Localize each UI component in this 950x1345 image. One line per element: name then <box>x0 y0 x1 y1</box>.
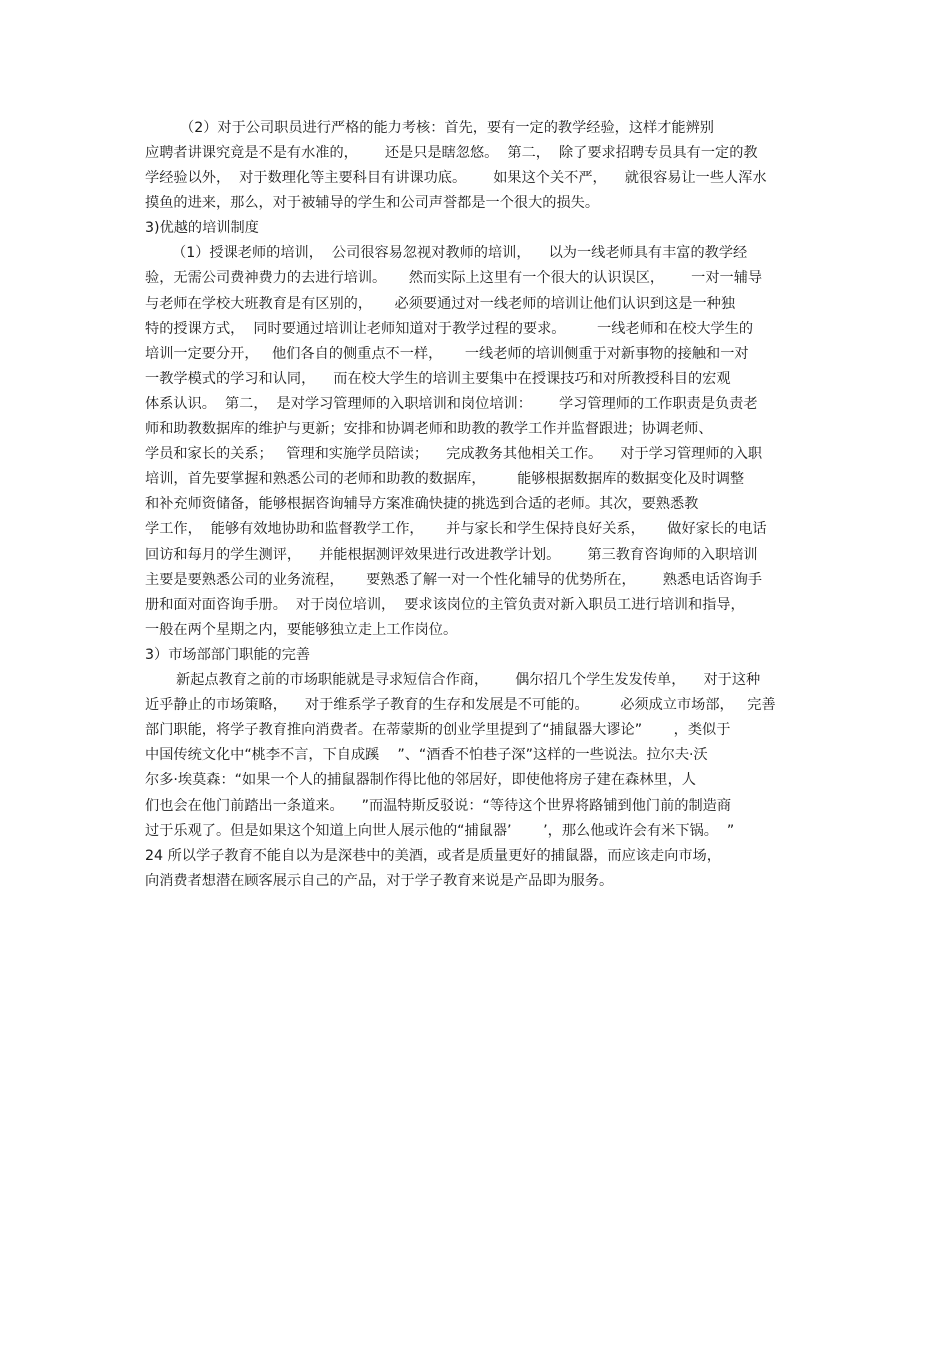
paragraph-line: 回访和每月的学生测评， 并能根据测评效果进行改进教学计划。 第三教育咨询师的入职培训 <box>145 547 758 563</box>
section-heading: 3)优越的培训制度 <box>145 220 259 236</box>
paragraph-line: 24 所以学子教育不能自以为是深巷中的美酒，或者是质量更好的捕鼠器，而应该走向市场， <box>145 848 721 864</box>
paragraph-line: 主要是要熟悉公司的业务流程， 要熟悉了解一对一个性化辅导的优势所在， 熟悉电话咨询手 <box>145 572 763 588</box>
paragraph-line: 学工作， 能够有效地协助和监督教学工作， 并与家长和学生保持良好关系， 做好家长的电话 <box>145 521 767 537</box>
paragraph-line: 尔多·埃莫森：“如果一个人的捕鼠器制作得比他的邻居好，即使他将房子建在森林里，人 <box>145 772 696 788</box>
paragraph-line: 近乎静止的市场策略， 对于维系学子教育的生存和发展是不可能的。 必须成立市场部， 完善 <box>145 697 776 713</box>
paragraph-line: 向消费者想潜在顾客展示自己的产品，对于学子教育来说是产品即为服务。 <box>145 873 614 889</box>
paragraph-line: （2）对于公司职员进行严格的能力考核：首先，要有一定的教学经验，这样才能辨别 <box>180 120 714 136</box>
paragraph-line: 册和面对面咨询手册。 对于岗位培训， 要求该岗位的主管负责对新入职员工进行培训和指导， <box>145 597 745 613</box>
paragraph-line: 培训，首先要掌握和熟悉公司的老师和助教的数据库， 能够根据数据库的数据变化及时调整 <box>145 471 745 487</box>
paragraph-line: 中国传统文化中“桃李不言，下自成蹊 ”、“酒香不怕巷子深”这样的一些说法。拉尔夫·沃 <box>145 747 708 763</box>
paragraph-line: 新起点教育之前的市场职能就是寻求短信合作商， 偶尔招几个学生发发传单， 对于这种 <box>176 672 761 688</box>
paragraph-line: 们也会在他门前踏出一条道来。 ”而温特斯反驳说：“等待这个世界将路铺到他门前的制造商 <box>145 798 732 814</box>
paragraph-line: （1）授课老师的培训， 公司很容易忽视对教师的培训， 以为一线老师具有丰富的教学经 <box>172 245 748 261</box>
paragraph-line: 特的授课方式， 同时要通过培训让老师知道对于教学过程的要求。 一线老师和在校大学生的 <box>145 321 754 337</box>
paragraph-line: 与老师在学校大班教育是有区别的， 必须要通过对一线老师的培训让他们认识到这是一种独 <box>145 296 736 312</box>
paragraph-line: 体系认识。 第二， 是对学习管理师的入职培训和岗位培训： 学习管理师的工作职责是负责老 <box>145 396 758 412</box>
section-heading: 3）市场部部门职能的完善 <box>145 647 311 663</box>
paragraph-line: 学经验以外， 对于数理化等主要科目有讲课功底。 如果这个关不严， 就很容易让一些人浑水 <box>145 170 767 186</box>
paragraph-line: 一般在两个星期之内，要能够独立走上工作岗位。 <box>145 622 458 638</box>
paragraph-line: 一教学模式的学习和认同， 而在校大学生的培训主要集中在授课技巧和对所教授科目的宏观 <box>145 371 731 387</box>
paragraph-line: 培训一定要分开， 他们各自的侧重点不一样， 一线老师的培训侧重于对新事物的接触和一对 <box>145 346 749 362</box>
paragraph-line: 过于乐观了。但是如果这个知道上向世人展示他的“捕鼠器’ ’，那么他或许会有米下锅。 ” <box>145 823 735 839</box>
paragraph-line: 学员和家长的关系； 管理和实施学员陪读； 完成教务其他相关工作。 对于学习管理师的入职 <box>145 446 763 462</box>
paragraph-line: 师和助教数据库的维护与更新；安排和协调老师和助教的教学工作并监督跟进；协调老师、 <box>145 421 713 437</box>
paragraph-line: 应聘者讲课究竟是不是有水准的， 还是只是瞎忽悠。 第二， 除了要求招聘专员具有一定的教 <box>145 145 758 161</box>
paragraph-line: 和补充师资储备，能够根据咨询辅导方案准确快捷的挑选到合适的老师。其次，要熟悉教 <box>145 496 699 512</box>
paragraph-line: 验，无需公司费神费力的去进行培训。 然而实际上这里有一个很大的认识误区， 一对一辅导 <box>145 270 763 286</box>
paragraph-line: 摸鱼的进来，那么，对于被辅导的学生和公司声誉都是一个很大的损失。 <box>145 195 600 211</box>
paragraph-line: 部门职能，将学子教育推向消费者。在蒂蒙斯的创业学里提到了“捕鼠器大谬论” ，类似于 <box>145 722 731 738</box>
